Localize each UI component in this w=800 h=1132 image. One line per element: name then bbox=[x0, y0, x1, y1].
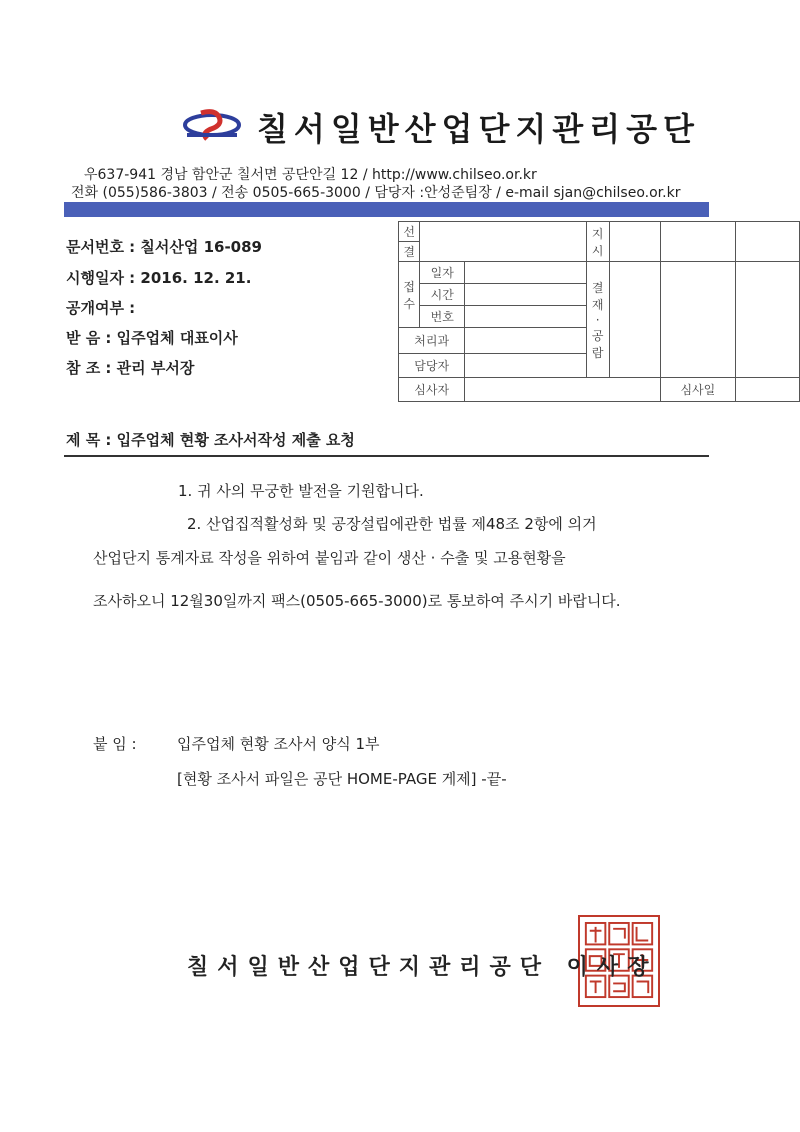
attachment-label: 붙 임 : bbox=[93, 735, 137, 753]
attachment-note: [현황 조사서 파일은 공단 HOME-PAGE 게제] -끝- bbox=[177, 770, 507, 788]
address-line: 우637-941 경남 함안군 칠서면 공단안길 12 / http://www.chilseo.or.kr bbox=[84, 167, 537, 183]
empty-cell bbox=[609, 222, 660, 262]
number-label: 번호 bbox=[420, 306, 465, 328]
empty-cell bbox=[609, 262, 660, 378]
disclosure: 공개여부 : bbox=[66, 299, 136, 317]
empty-cell bbox=[735, 378, 799, 402]
empty-cell bbox=[420, 222, 586, 262]
approval-cell: 결 재 · 공 람 bbox=[586, 262, 609, 378]
empty-cell bbox=[465, 262, 586, 284]
header-bar bbox=[64, 202, 709, 217]
empty-cell bbox=[735, 222, 799, 262]
instruction-cell: 지 시 bbox=[586, 222, 609, 262]
doc-number: 문서번호 : 칠서산업 16-089 bbox=[66, 238, 262, 256]
date-label: 일자 bbox=[420, 262, 465, 284]
reviewer-label: 심사자 bbox=[399, 378, 465, 402]
org-logo bbox=[183, 107, 241, 143]
issue-date: 시행일자 : 2016. 12. 21. bbox=[66, 269, 252, 287]
jeopsu-cell: 접 수 bbox=[399, 262, 420, 328]
time-label: 시간 bbox=[420, 284, 465, 306]
body-paragraph-1: 1. 귀 사의 무궁한 발전을 기원합니다. bbox=[178, 482, 424, 500]
gyeol-cell: 결 bbox=[399, 242, 420, 262]
body-paragraph-2: 2. 산업집적활성화 및 공장설립에관한 법률 제48조 2항에 의거 bbox=[187, 515, 597, 533]
person-in-charge-label: 담당자 bbox=[399, 354, 465, 378]
approval-table bbox=[398, 221, 800, 402]
empty-cell bbox=[465, 284, 586, 306]
attachment-text: 입주업체 현황 조사서 양식 1부 bbox=[177, 735, 380, 753]
org-title: 칠서일반산업단지관리공단 bbox=[257, 110, 700, 148]
empty-cell bbox=[661, 262, 735, 378]
recipient: 받 음 : 입주업체 대표이사 bbox=[66, 329, 238, 347]
empty-cell bbox=[661, 222, 735, 262]
empty-cell bbox=[465, 378, 661, 402]
seon-cell: 선 bbox=[399, 222, 420, 242]
review-date-label: 심사일 bbox=[661, 378, 735, 402]
empty-cell bbox=[465, 328, 586, 354]
empty-cell bbox=[735, 262, 799, 378]
body-paragraph-2-end: 조사하오니 12월30일까지 팩스(0505-665-3000)로 통보하여 주시기 바랍니다. bbox=[93, 592, 621, 610]
sender-signature: 칠서일반산업단지관리공단 이사장 bbox=[187, 955, 658, 980]
contact-line: 전화 (055)586-3803 / 전송 0505-665-3000 / 담당자 :안성준팀장 / e-mail sjan@chilseo.or.kr bbox=[71, 185, 681, 201]
empty-cell bbox=[465, 306, 586, 328]
subject-line: 제 목 : 입주업체 현황 조사서작성 제출 요청 bbox=[66, 431, 355, 449]
processing-dept-label: 처리과 bbox=[399, 328, 465, 354]
empty-cell bbox=[465, 354, 586, 378]
subject-divider bbox=[64, 455, 709, 457]
reference: 참 조 : 관리 부서장 bbox=[66, 359, 195, 377]
body-paragraph-2-cont: 산업단지 통계자료 작성을 위하여 붙임과 같이 생산 · 수출 및 고용현황을 bbox=[93, 549, 566, 567]
